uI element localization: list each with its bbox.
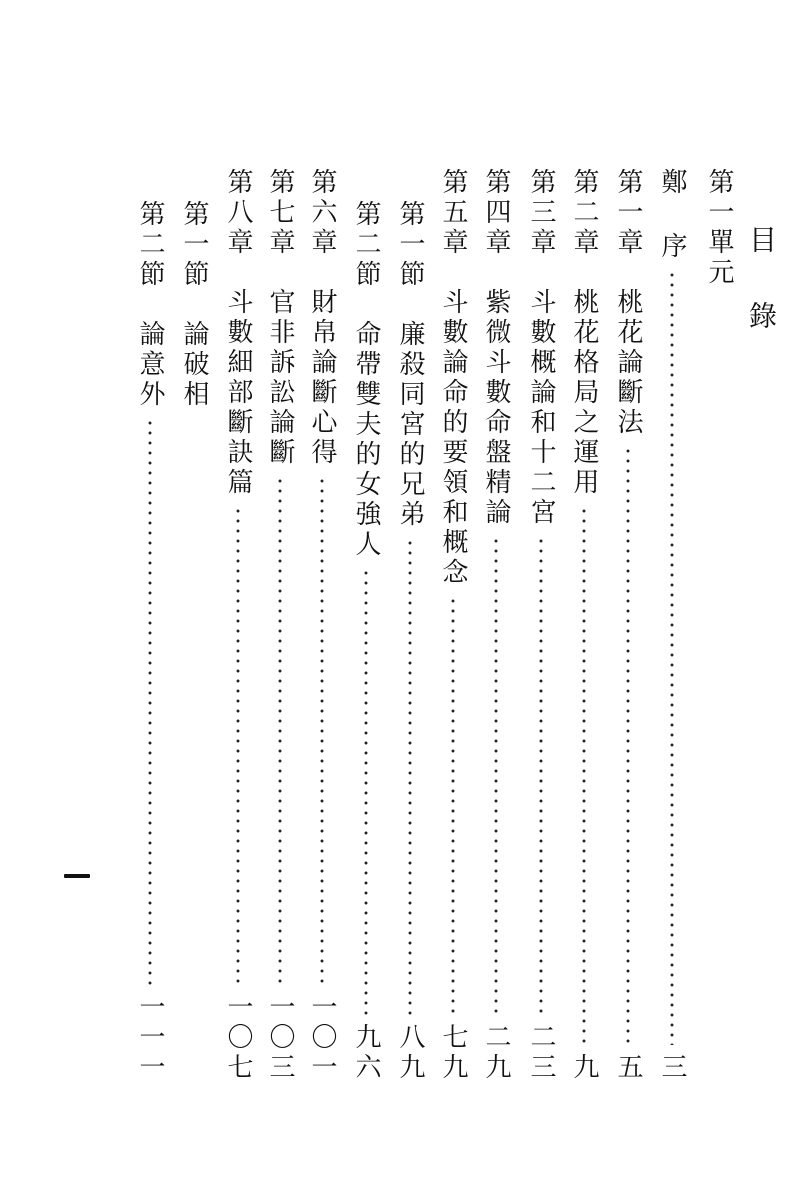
leader-dots (148, 418, 152, 985)
toc-entry-label: 第二節 命帶雙夫的女強人 (351, 200, 381, 560)
toc-entry-label: 第二節 論意外 (135, 200, 165, 410)
page-folio-mark (64, 874, 90, 878)
toc-entry-chapter-1 (612, 168, 644, 1083)
leader-dots (494, 536, 498, 1015)
toc-entry-chapter-8 (222, 168, 254, 1083)
toc-entry-page: 一一一 (135, 993, 165, 1083)
leader-dots (626, 446, 630, 1045)
leader-dots (451, 596, 455, 1015)
toc-entry-label: 第一節 論破相 (179, 200, 209, 410)
leader-dots (320, 476, 324, 985)
toc-title-part2: 錄 (745, 301, 778, 333)
toc-entry-page: 一〇三 (265, 993, 295, 1083)
toc-entry-chapter-6 (306, 168, 338, 1083)
toc-entry-page: 七九 (438, 1023, 468, 1083)
toc-title (745, 225, 777, 333)
toc-entry-label: 鄭 序 (657, 168, 687, 262)
leader-dots (582, 506, 586, 1045)
toc-entry-label: 第二章 桃花格局之運用 (569, 168, 599, 498)
toc-entry-label: 第一章 桃花論斷法 (613, 168, 643, 438)
toc-entry-chapter-2 (568, 168, 600, 1083)
toc-entry-ch8-section-1 (178, 200, 210, 1083)
toc-entry-page: 三 (657, 1053, 687, 1083)
toc-entry-label: 第三章 斗數概論和十二宮 (526, 168, 556, 528)
toc-entry-ch5-section-1 (394, 200, 426, 1083)
toc-entry-label: 第一單元 (704, 168, 734, 288)
toc-entry-label: 第八章 斗數細部斷訣篇 (223, 168, 253, 498)
toc-entry-page: 二三 (526, 1023, 556, 1083)
toc-entry-preface (656, 168, 688, 1083)
toc-entry-page: 九 (569, 1053, 599, 1083)
toc-entry-page: 二九 (481, 1023, 511, 1083)
toc-entry-page: 一〇一 (307, 993, 337, 1083)
toc-entry-chapter-4 (480, 168, 512, 1083)
toc-entry-label: 第一節 廉殺同宮的兄弟 (395, 200, 425, 530)
toc-entry-unit-one (703, 168, 735, 1083)
toc-entry-chapter-3 (525, 168, 557, 1083)
toc-entry-chapter-5 (437, 168, 469, 1083)
toc-entry-ch8-section-2 (134, 200, 166, 1083)
toc-entry-page: 八九 (395, 1023, 425, 1083)
toc-entry-label: 第四章 紫微斗數命盤精論 (481, 168, 511, 528)
toc-title-part1: 目 (745, 225, 778, 257)
toc-entry-ch5-section-2 (350, 200, 382, 1083)
leader-dots (364, 568, 368, 1015)
leader-dots (670, 270, 674, 1045)
leader-dots (236, 506, 240, 985)
toc-entry-page: 一〇七 (223, 993, 253, 1083)
toc-entry-label: 第六章 財帛論斷心得 (307, 168, 337, 468)
toc-entry-page: 五 (613, 1053, 643, 1083)
leader-dots (278, 476, 282, 985)
toc-entry-chapter-7 (264, 168, 296, 1083)
toc-entry-page: 九六 (351, 1023, 381, 1083)
toc-entry-label: 第五章 斗數論命的要領和概念 (438, 168, 468, 588)
toc-entry-label: 第七章 官非訴訟論斷 (265, 168, 295, 468)
leader-dots (539, 536, 543, 1015)
leader-dots (408, 538, 412, 1015)
